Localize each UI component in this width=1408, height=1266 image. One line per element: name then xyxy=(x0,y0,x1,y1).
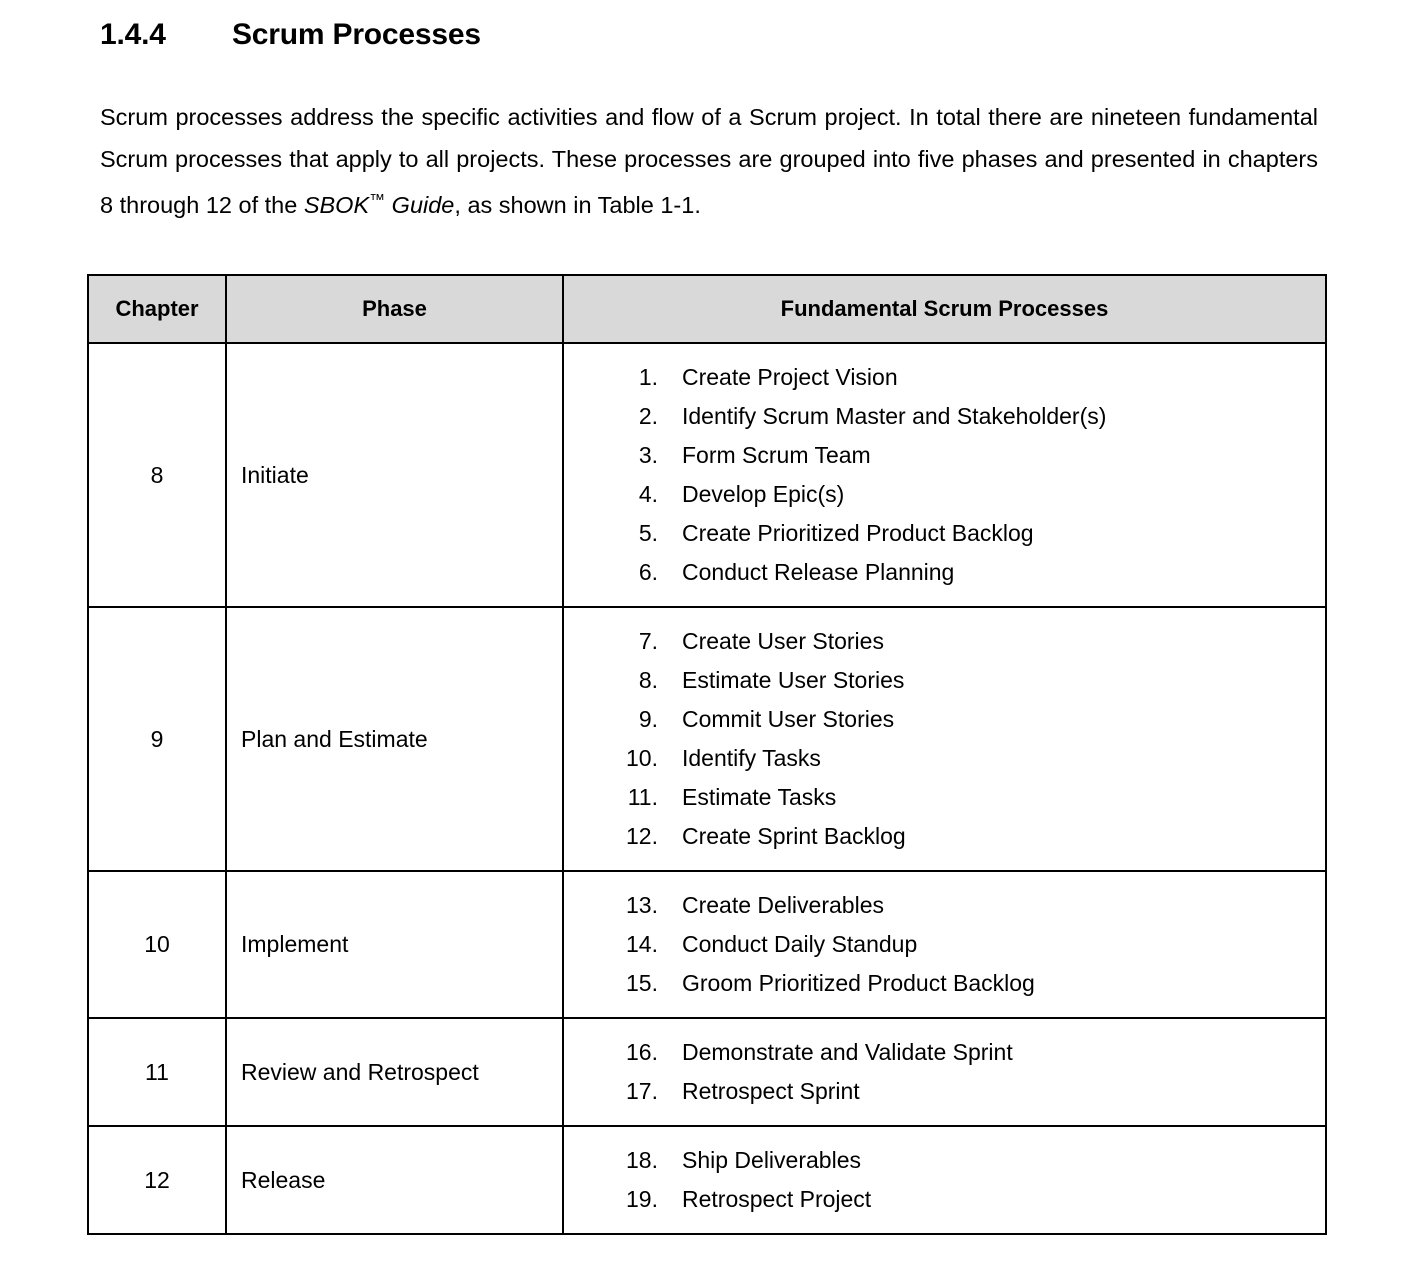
cell-phase: Release xyxy=(226,1126,563,1234)
process-number: 15. xyxy=(626,970,658,996)
table-row xyxy=(88,343,1326,607)
cell-phase: Plan and Estimate xyxy=(226,607,563,871)
column-header-processes: Fundamental Scrum Processes xyxy=(563,275,1326,343)
list-item xyxy=(564,475,1315,514)
process-label: Demonstrate and Validate Sprint xyxy=(682,1039,1013,1065)
cell-processes xyxy=(563,343,1326,607)
process-number: 13. xyxy=(626,892,658,918)
process-number: 1. xyxy=(638,364,658,390)
process-label: Create Sprint Backlog xyxy=(682,823,906,849)
cell-phase: Implement xyxy=(226,871,563,1018)
cell-chapter: 12 xyxy=(88,1126,226,1234)
process-number: 3. xyxy=(638,442,658,468)
process-number: 18. xyxy=(626,1147,658,1173)
table-row xyxy=(88,1126,1326,1234)
process-number: 12. xyxy=(626,823,658,849)
table-body xyxy=(88,343,1326,1234)
trademark-symbol: ™ xyxy=(369,192,386,209)
process-label: Conduct Daily Standup xyxy=(682,931,918,957)
list-item xyxy=(564,925,1315,964)
process-number: 11. xyxy=(627,784,658,810)
process-number: 6. xyxy=(638,559,658,585)
process-number: 16. xyxy=(626,1039,658,1065)
process-label: Estimate User Stories xyxy=(682,667,905,693)
list-item xyxy=(564,553,1315,592)
process-label: Groom Prioritized Product Backlog xyxy=(682,970,1035,996)
process-number: 19. xyxy=(626,1186,658,1212)
table-header xyxy=(88,275,1326,343)
process-list xyxy=(564,886,1315,1003)
process-list xyxy=(564,622,1315,856)
paragraph-text-part-2: , as shown in Table 1-1. xyxy=(454,192,701,218)
list-item xyxy=(564,661,1315,700)
cell-chapter: 8 xyxy=(88,343,226,607)
list-item xyxy=(564,1180,1315,1219)
list-item xyxy=(564,1141,1315,1180)
process-label: Create Prioritized Product Backlog xyxy=(682,520,1034,546)
process-number: 2. xyxy=(638,403,658,429)
cell-chapter: 10 xyxy=(88,871,226,1018)
list-item xyxy=(564,514,1315,553)
table-row xyxy=(88,607,1326,871)
process-label: Develop Epic(s) xyxy=(682,481,845,507)
list-item xyxy=(564,964,1315,1003)
process-label: Retrospect Project xyxy=(682,1186,872,1212)
scrum-processes-table xyxy=(87,274,1327,1235)
list-item xyxy=(564,436,1315,475)
process-number: 17. xyxy=(626,1078,658,1104)
process-list xyxy=(564,358,1315,592)
list-item xyxy=(564,397,1315,436)
list-item xyxy=(564,1072,1315,1111)
table-row xyxy=(88,871,1326,1018)
paragraph-text-part-1: Scrum processes address the specific activities and flow of a Scrum project. In total there are nineteen fundamental Scrum processes that apply to all projects. These processes are grouped into five phases and presented in chapters 8 through 12 of the xyxy=(100,104,1318,218)
column-header-phase: Phase xyxy=(226,275,563,343)
process-label: Create User Stories xyxy=(682,628,884,654)
list-item xyxy=(564,358,1315,397)
process-label: Create Project Vision xyxy=(682,364,898,390)
process-label: Form Scrum Team xyxy=(682,442,871,468)
table-row xyxy=(88,1018,1326,1126)
section-title: Scrum Processes xyxy=(232,18,481,51)
sbok-guide-word: Guide xyxy=(385,192,455,218)
section-number: 1.4.4 xyxy=(100,18,166,51)
list-item xyxy=(564,886,1315,925)
cell-processes xyxy=(563,1018,1326,1126)
cell-processes xyxy=(563,871,1326,1018)
body-paragraph xyxy=(0,52,1408,226)
cell-phase: Review and Retrospect xyxy=(226,1018,563,1126)
list-item xyxy=(564,778,1315,817)
process-label: Retrospect Sprint xyxy=(682,1078,860,1104)
column-header-chapter: Chapter xyxy=(88,275,226,343)
process-label: Estimate Tasks xyxy=(682,784,837,810)
process-number: 8. xyxy=(638,667,658,693)
section-heading xyxy=(0,0,1408,52)
cell-chapter: 9 xyxy=(88,607,226,871)
process-label: Create Deliverables xyxy=(682,892,884,918)
process-list xyxy=(564,1033,1315,1111)
list-item xyxy=(564,622,1315,661)
process-label: Identify Tasks xyxy=(682,745,821,771)
sbok-title: SBOK xyxy=(303,192,370,218)
process-number: 7. xyxy=(638,628,658,654)
list-item xyxy=(564,700,1315,739)
process-label: Ship Deliverables xyxy=(682,1147,861,1173)
process-number: 5. xyxy=(638,520,658,546)
list-item xyxy=(564,739,1315,778)
cell-phase: Initiate xyxy=(226,343,563,607)
process-number: 4. xyxy=(638,481,658,507)
cell-chapter: 11 xyxy=(88,1018,226,1126)
cell-processes xyxy=(563,607,1326,871)
process-label: Commit User Stories xyxy=(682,706,895,732)
cell-processes xyxy=(563,1126,1326,1234)
process-number: 9. xyxy=(638,706,658,732)
process-label: Conduct Release Planning xyxy=(682,559,955,585)
table-header-row xyxy=(88,275,1326,343)
process-number: 10. xyxy=(626,745,658,771)
list-item xyxy=(564,817,1315,856)
table-container xyxy=(0,226,1408,1235)
process-list xyxy=(564,1141,1315,1219)
process-number: 14. xyxy=(626,931,658,957)
process-label: Identify Scrum Master and Stakeholder(s) xyxy=(682,403,1107,429)
list-item xyxy=(564,1033,1315,1072)
